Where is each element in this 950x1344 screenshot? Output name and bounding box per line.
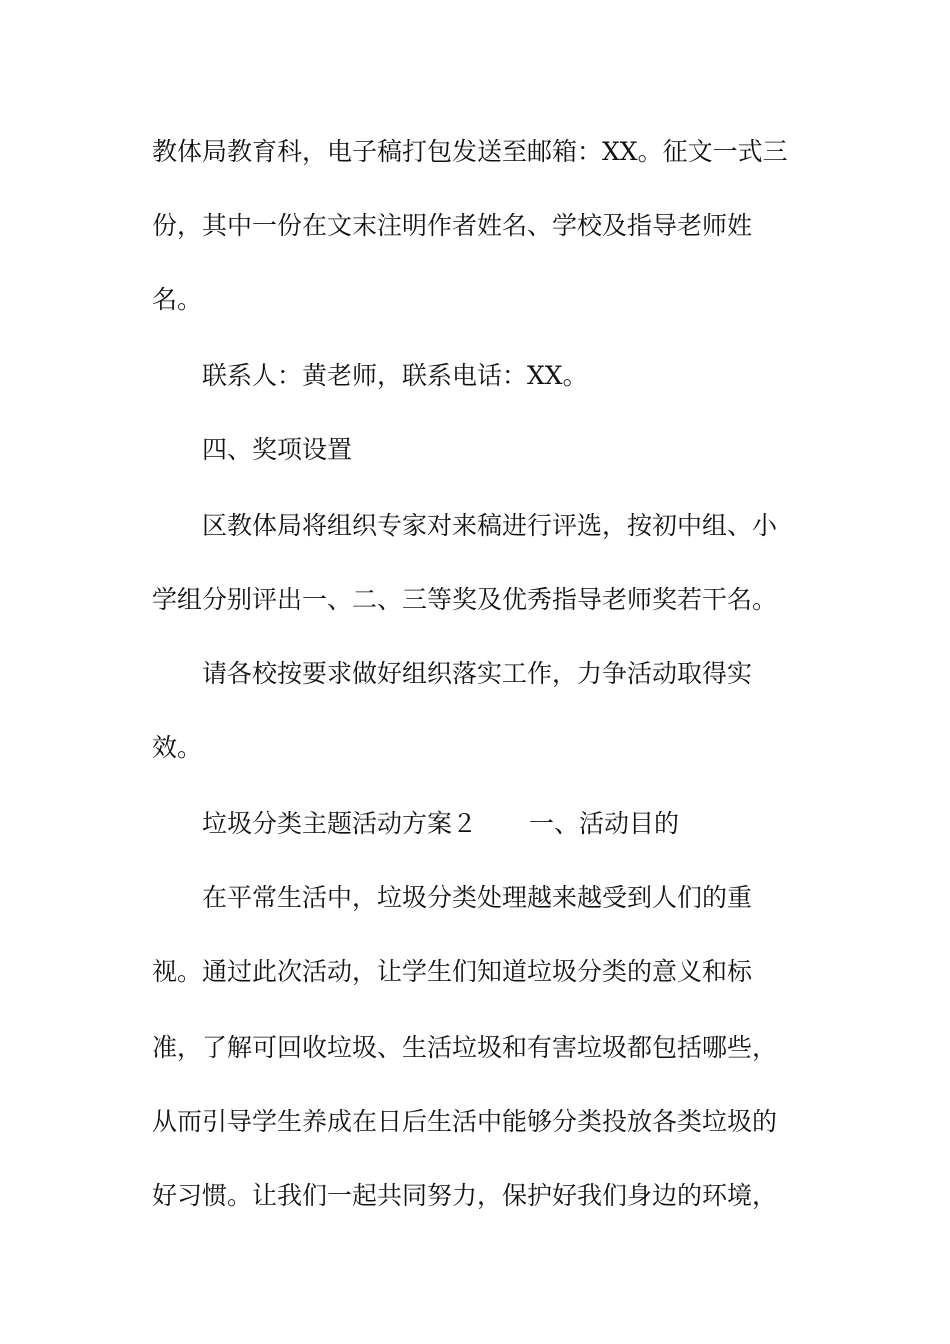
section-heading-purpose: 一、活动目的	[529, 809, 680, 838]
text-line-3: 名。	[152, 285, 203, 314]
plan-title: 垃圾分类主题活动方案２	[202, 809, 478, 838]
text-line-2: 份，其中一份在文末注明作者姓名、学校及指导老师姓	[152, 211, 753, 240]
contact-line: 联系人：黄老师，联系电话：XX。	[202, 361, 588, 390]
text-line-9: 效。	[152, 733, 203, 762]
text-line-8: 请各校按要求做好组织落实工作，力争活动取得实	[202, 659, 753, 688]
text-line-11: 在平常生活中，垃圾分类处理越来越受到人们的重	[202, 883, 753, 912]
text-line-1: 教体局教育科，电子稿打包发送至邮箱：XX。征文一式三	[152, 137, 788, 166]
text-line-12: 视。通过此次活动，让学生们知道垃圾分类的意义和标	[152, 957, 753, 986]
text-line-14: 从而引导学生养成在日后生活中能够分类投放各类垃圾的	[152, 1107, 778, 1136]
text-line-6: 区教体局将组织专家对来稿进行评选，按初中组、小	[202, 511, 778, 540]
text-line-15: 好习惯。让我们一起共同努力，保护好我们身边的环境，	[152, 1181, 778, 1210]
plan-title-line	[202, 804, 679, 844]
text-line-7: 学组分别评出一、二、三等奖及优秀指导老师奖若干名。	[152, 585, 778, 614]
text-line-13: 准，了解可回收垃圾、生活垃圾和有害垃圾都包括哪些，	[152, 1033, 778, 1062]
section-heading-awards: 四、奖项设置	[202, 435, 353, 464]
